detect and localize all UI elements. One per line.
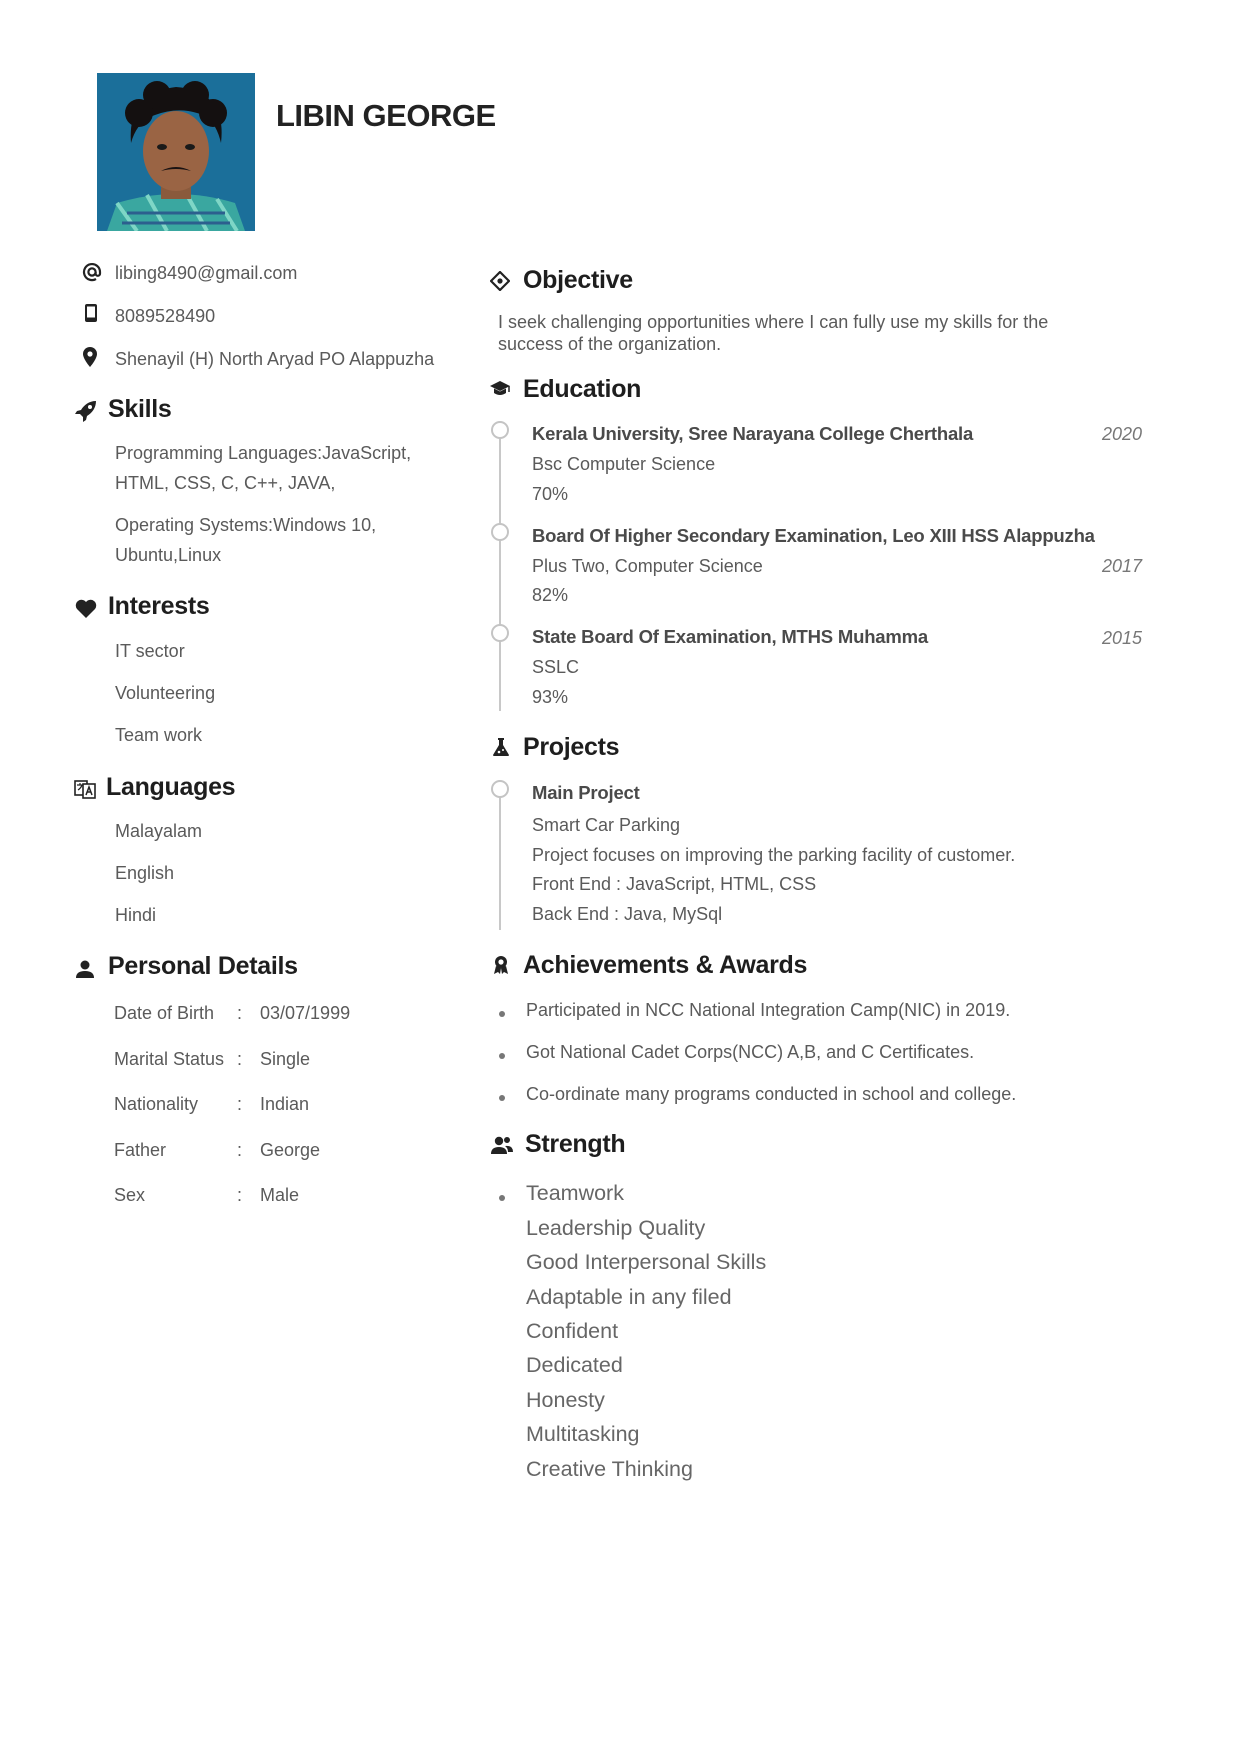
project-title: Main Project [532,782,640,803]
objective-line-1: I seek challenging opportunities where I can fully use my skills for the [498,312,1049,332]
skills-heading: Skills [108,395,172,423]
bullet [499,1095,505,1101]
education-2-institution: Board Of Higher Secondary Examination, Leo XIII HSS Alappuzha [532,525,1095,546]
timeline-dot [491,421,509,439]
dob-label: Date of Birth [114,1003,215,1023]
project-back-end: Back End : Java, MySql [532,904,723,924]
strength-item-1: Teamwork [526,1181,624,1205]
interest-item-2: Volunteering [115,683,216,703]
heart-icon [75,598,97,620]
flask-icon [492,737,510,762]
bullet [499,1195,505,1201]
father-value: George [260,1140,321,1160]
map-pin-icon [83,347,97,372]
achievements-heading: Achievements & Awards [523,951,808,979]
projects-heading: Projects [523,733,620,761]
profile-photo [97,73,255,231]
strength-item-8: Multitasking [526,1422,640,1446]
projects-timeline-line [499,790,501,930]
interests-heading: Interests [108,592,210,620]
project-description: Project focuses on improving the parking facility of customer. [532,845,1016,865]
users-icon [490,1135,514,1160]
strength-item-9: Creative Thinking [526,1457,693,1481]
personal-details-heading: Personal Details [108,952,298,980]
father-label: Father [114,1140,167,1160]
education-3-institution: State Board Of Examination, MTHS Muhamma [532,626,928,647]
strength-item-5: Confident [526,1319,619,1343]
nationality-separator: : [237,1094,243,1114]
education-3-score: 93% [532,687,569,707]
graduation-cap-icon [489,380,511,403]
marital-status-value: Single [260,1049,311,1069]
languages-heading: Languages [106,773,236,801]
crosshair-icon [490,271,510,296]
strength-item-7: Honesty [526,1388,605,1412]
sex-value: Male [260,1185,300,1205]
strength-item-6: Dedicated [526,1353,623,1377]
candidate-name: LIBIN GEORGE [276,98,496,133]
objective-heading: Objective [523,266,633,294]
dob-value: 03/07/1999 [260,1003,351,1023]
language-item-1: Malayalam [115,821,203,841]
user-icon [75,959,95,984]
achievement-item-2: Got National Cadet Corps(NCC) A,B, and C Certificates. [526,1042,975,1062]
education-3-year: 2015 [1102,628,1143,648]
nationality-value: Indian [260,1094,310,1114]
interest-item-1: IT sector [115,641,185,661]
phone-text: 8089528490 [115,306,216,326]
education-1-year: 2020 [1102,424,1143,444]
award-icon [493,955,509,980]
dob-separator: : [237,1003,243,1023]
timeline-dot [491,780,509,798]
at-sign-icon [82,262,102,287]
education-2-year: 2017 [1102,556,1143,576]
bullet [499,1053,505,1059]
strength-item-4: Adaptable in any filed [526,1285,732,1309]
skills-item-1-line2: HTML, CSS, C, C++, JAVA, [115,473,336,493]
rocket-icon [75,400,97,422]
sex-separator: : [237,1185,243,1205]
timeline-dot [491,523,509,541]
skills-item-2-line2: Ubuntu,Linux [115,545,222,565]
email-text: libing8490@gmail.com [115,263,298,283]
language-item-2: English [115,863,175,883]
objective-line-2: success of the organization. [498,334,722,354]
marital-status-separator: : [237,1049,243,1069]
address-text: Shenayil (H) North Aryad PO Alappuzha [115,349,435,369]
strength-item-2: Leadership Quality [526,1216,706,1240]
translate-icon [74,778,96,800]
strength-item-3: Good Interpersonal Skills [526,1250,767,1274]
bullet [499,1011,505,1017]
achievement-item-1: Participated in NCC National Integration Camp(NIC) in 2019. [526,1000,1011,1020]
education-1-score: 70% [532,484,569,504]
education-1-course: Bsc Computer Science [532,454,716,474]
nationality-label: Nationality [114,1094,199,1114]
education-2-score: 82% [532,585,569,605]
education-1-institution: Kerala University, Sree Narayana College Cherthala [532,423,974,444]
sex-label: Sex [114,1185,146,1205]
education-2-course: Plus Two, Computer Science [532,556,763,576]
education-timeline-line [499,431,501,711]
project-front-end: Front End : JavaScript, HTML, CSS [532,874,817,894]
education-3-course: SSLC [532,657,580,677]
education-heading: Education [523,375,642,403]
achievement-item-3: Co-ordinate many programs conducted in school and college. [526,1084,1017,1104]
father-separator: : [237,1140,243,1160]
language-item-3: Hindi [115,905,157,925]
marital-status-label: Marital Status [114,1049,225,1069]
interest-item-3: Team work [115,725,203,745]
timeline-dot [491,624,509,642]
skills-item-1-line1: Programming Languages:JavaScript, [115,443,412,463]
mobile-phone-icon [84,303,98,328]
project-name: Smart Car Parking [532,815,681,835]
skills-item-2-line1: Operating Systems:Windows 10, [115,515,377,535]
strength-heading: Strength [525,1130,626,1158]
